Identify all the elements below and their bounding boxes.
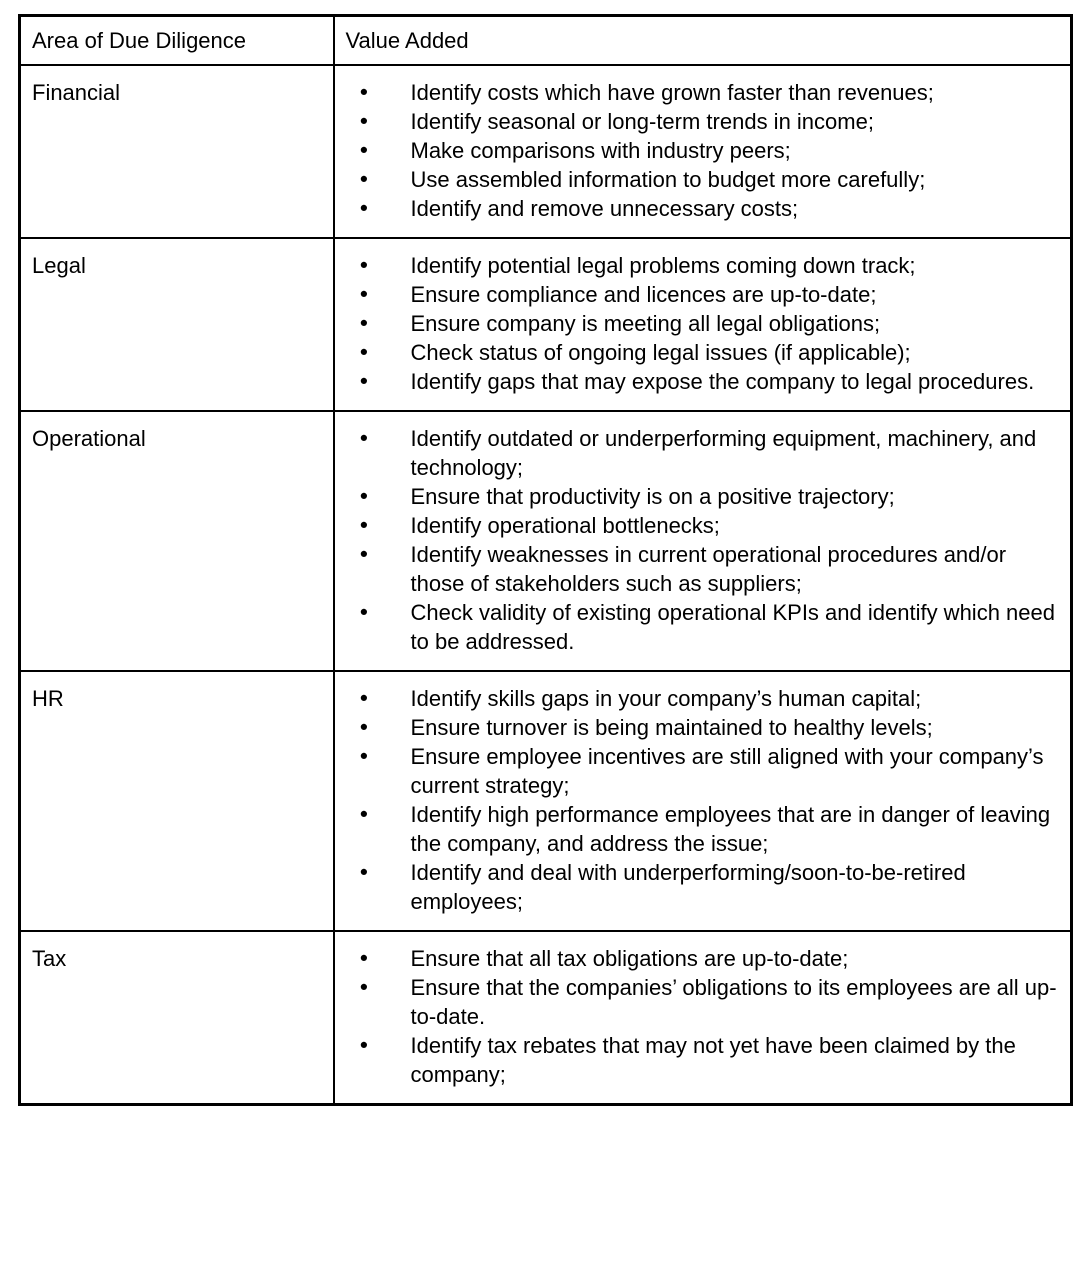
bullet-icon: ● (359, 488, 369, 504)
bullet-icon: ● (359, 719, 369, 735)
value-item (347, 858, 1063, 916)
value-item (347, 367, 1063, 396)
bullet-icon: ● (359, 84, 369, 100)
bullet-icon: ● (359, 142, 369, 158)
value-item-text: Identify skills gaps in your company’s human capital; (410, 686, 922, 711)
value-item (347, 338, 1063, 367)
value-item (347, 251, 1063, 280)
bullet-icon: ● (359, 113, 369, 129)
value-item-text: Ensure compliance and licences are up-to-date; (410, 282, 877, 307)
bullet-icon: ● (359, 604, 369, 620)
value-item-text: Identify seasonal or long-term trends in income; (410, 109, 874, 134)
area-label: Tax (32, 946, 67, 971)
value-item (347, 742, 1063, 800)
column-header-area: Area of Due Diligence (20, 16, 334, 66)
value-item-text: Identify operational bottlenecks; (410, 513, 720, 538)
value-item (347, 107, 1063, 136)
value-item (347, 194, 1063, 223)
value-item (347, 800, 1063, 858)
value-item (347, 424, 1063, 482)
bullet-icon: ● (359, 315, 369, 331)
value-item-text: Check status of ongoing legal issues (if applicable); (410, 340, 911, 365)
value-cell (334, 671, 1072, 931)
value-item (347, 540, 1063, 598)
value-cell (334, 238, 1072, 411)
bullet-icon: ● (359, 546, 369, 562)
value-item (347, 280, 1063, 309)
bullet-icon: ● (359, 806, 369, 822)
table-row (20, 65, 1072, 238)
bullet-icon: ● (359, 171, 369, 187)
value-item-text: Ensure employee incentives are still aligned with your company’s current strategy; (410, 744, 1044, 798)
area-cell (20, 65, 334, 238)
value-item (347, 1031, 1063, 1089)
due-diligence-table (18, 14, 1073, 1106)
value-item (347, 482, 1063, 511)
value-item (347, 78, 1063, 107)
bullet-icon: ● (359, 690, 369, 706)
value-item-text: Identify weaknesses in current operational procedures and/or those of stakeholders such as suppliers; (410, 542, 1007, 596)
bullet-icon: ● (359, 200, 369, 216)
area-label: Operational (32, 426, 146, 451)
value-cell (334, 411, 1072, 671)
value-list (347, 424, 1063, 656)
value-item (347, 165, 1063, 194)
value-item-text: Identify and deal with underperforming/soon-to-be-retired employees; (410, 860, 966, 914)
value-item (347, 598, 1063, 656)
value-item-text: Identify potential legal problems coming down track; (410, 253, 916, 278)
bullet-icon: ● (359, 1037, 369, 1053)
value-item (347, 511, 1063, 540)
value-item (347, 136, 1063, 165)
bullet-icon: ● (359, 517, 369, 533)
value-item-text: Identify outdated or underperforming equipment, machinery, and technology; (410, 426, 1037, 480)
value-item-text: Ensure turnover is being maintained to healthy levels; (410, 715, 933, 740)
value-item-text: Check validity of existing operational KPIs and identify which need to be addressed. (410, 600, 1055, 654)
value-item-text: Ensure that productivity is on a positive trajectory; (410, 484, 895, 509)
value-item-text: Use assembled information to budget more carefully; (410, 167, 926, 192)
value-item-text: Ensure that all tax obligations are up-to-date; (410, 946, 849, 971)
value-item (347, 973, 1063, 1031)
value-list (347, 78, 1063, 223)
value-list (347, 251, 1063, 396)
bullet-icon: ● (359, 950, 369, 966)
value-item (347, 309, 1063, 338)
value-item-text: Ensure that the companies’ obligations to its employees are all up-to-date. (410, 975, 1057, 1029)
area-cell (20, 931, 334, 1105)
value-list (347, 684, 1063, 916)
header-row (20, 16, 1072, 66)
bullet-icon: ● (359, 864, 369, 880)
column-header-value: Value Added (334, 16, 1072, 66)
bullet-icon: ● (359, 257, 369, 273)
area-label: Financial (32, 80, 121, 105)
value-item (347, 944, 1063, 973)
value-item-text: Identify and remove unnecessary costs; (410, 196, 799, 221)
area-cell (20, 411, 334, 671)
value-cell (334, 931, 1072, 1105)
table-header-row (20, 16, 1072, 66)
value-item-text: Identify costs which have grown faster than revenues; (410, 80, 934, 105)
value-list (347, 944, 1063, 1089)
value-item (347, 684, 1063, 713)
area-cell (20, 671, 334, 931)
table-row (20, 671, 1072, 931)
value-item-text: Identify high performance employees that are in danger of leaving the company, and address the issue; (410, 802, 1051, 856)
table-row (20, 411, 1072, 671)
table-row (20, 931, 1072, 1105)
value-item (347, 713, 1063, 742)
value-item-text: Identify tax rebates that may not yet have been claimed by the company; (410, 1033, 1016, 1087)
bullet-icon: ● (359, 344, 369, 360)
area-cell (20, 238, 334, 411)
value-item-text: Identify gaps that may expose the company to legal procedures. (410, 369, 1035, 394)
bullet-icon: ● (359, 979, 369, 995)
value-item-text: Make comparisons with industry peers; (410, 138, 791, 163)
area-label: HR (32, 686, 64, 711)
table-body (20, 65, 1072, 1105)
value-cell (334, 65, 1072, 238)
bullet-icon: ● (359, 430, 369, 446)
bullet-icon: ● (359, 286, 369, 302)
bullet-icon: ● (359, 373, 369, 389)
area-label: Legal (32, 253, 86, 278)
value-item-text: Ensure company is meeting all legal obligations; (410, 311, 881, 336)
bullet-icon: ● (359, 748, 369, 764)
table-row (20, 238, 1072, 411)
